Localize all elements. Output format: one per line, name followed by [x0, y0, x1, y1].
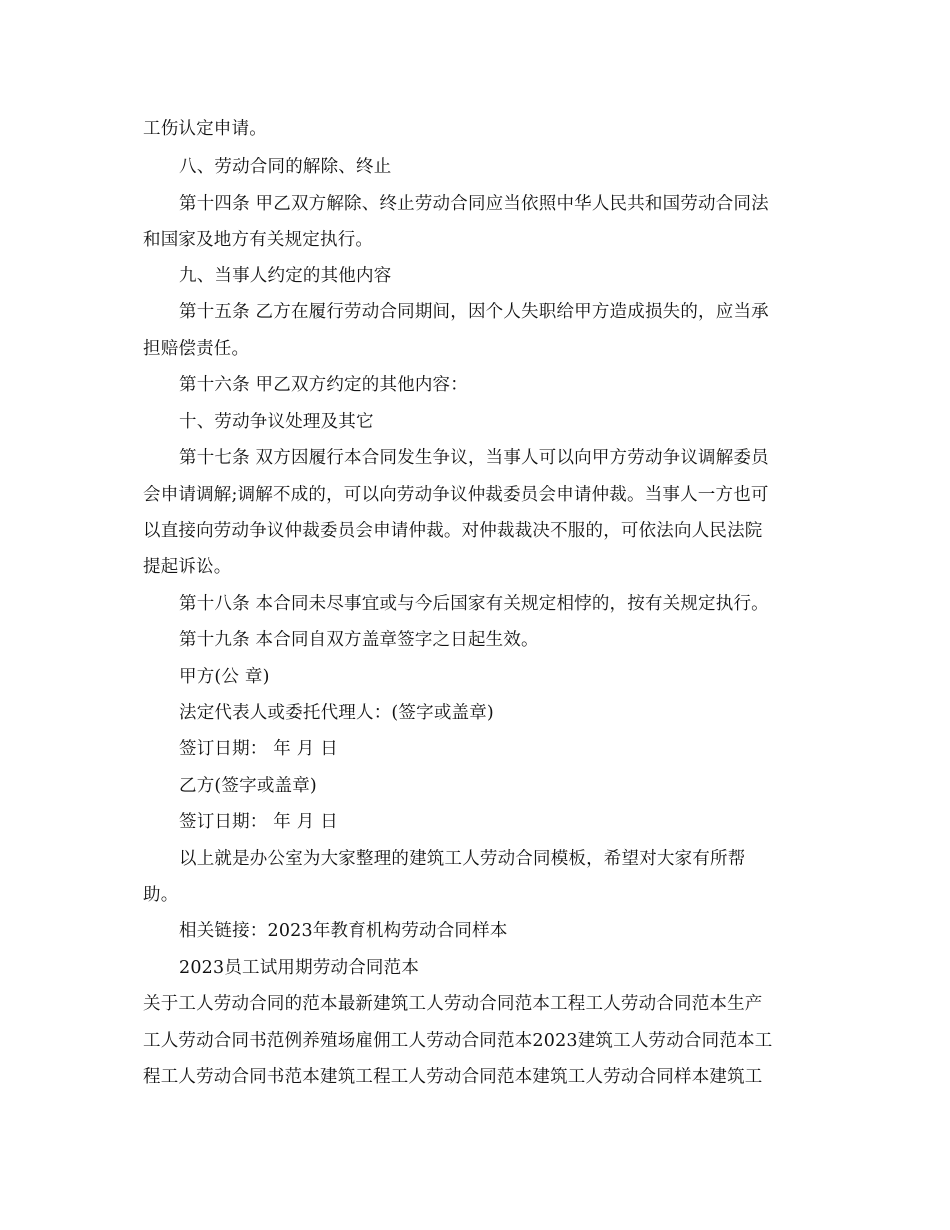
text-line: 工伤认定申请。	[143, 119, 267, 139]
text-line: 第十五条 乙方在履行劳动合同期间，因个人失职给甲方造成损失的，应当承	[179, 302, 769, 322]
text-line: 第十八条 本合同未尽事宜或与今后国家有关规定相悖的，按有关规定执行。	[179, 594, 769, 614]
section-heading: 九、当事人约定的其他内容	[179, 266, 392, 286]
related-link[interactable]: 相关链接：2023年教育机构劳动合同样本	[179, 921, 508, 941]
text-line: 以直接向劳动争议仲裁委员会申请仲裁。对仲裁裁决不服的，可依法向人民法院	[143, 521, 763, 541]
signature-label: 法定代表人或委托代理人：(签字或盖章)	[179, 703, 494, 723]
related-keywords: 程工人劳动合同书范本建筑工程工人劳动合同范本建筑工人劳动合同样本建筑工	[143, 1067, 763, 1087]
text-line: 助。	[143, 885, 179, 905]
text-line: 第十七条 双方因履行本合同发生争议，当事人可以向甲方劳动争议调解委员	[179, 448, 769, 468]
text-line: 第十四条 甲乙双方解除、终止劳动合同应当依照中华人民共和国劳动合同法	[179, 194, 769, 214]
related-link[interactable]: 2023员工试用期劳动合同范本	[179, 958, 420, 978]
text-line: 以上就是办公室为大家整理的建筑工人劳动合同模板，希望对大家有所帮	[179, 849, 746, 869]
signature-label: 甲方(公 章)	[179, 667, 270, 687]
signature-date: 签订日期： 年 月 日	[179, 812, 338, 832]
text-line: 会申请调解;调解不成的，可以向劳动争议仲裁委员会申请仲裁。当事人一方也可	[143, 485, 769, 505]
section-heading: 十、劳动争议处理及其它	[179, 412, 374, 432]
section-heading: 八、劳动合同的解除、终止	[179, 157, 392, 177]
text-line: 第十九条 本合同自双方盖章签字之日起生效。	[179, 630, 539, 650]
text-line: 第十六条 甲乙双方约定的其他内容：	[179, 375, 468, 395]
related-keywords: 工人劳动合同书范例养殖场雇佣工人劳动合同范本2023建筑工人劳动合同范本工	[143, 1031, 773, 1051]
related-keywords: 关于工人劳动合同的范本最新建筑工人劳动合同范本工程工人劳动合同范本生产	[143, 994, 763, 1014]
text-line: 担赔偿责任。	[143, 339, 250, 359]
text-line: 和国家及地方有关规定执行。	[143, 230, 374, 250]
signature-date: 签订日期： 年 月 日	[179, 739, 338, 759]
text-line: 提起诉讼。	[143, 557, 232, 577]
signature-label: 乙方(签字或盖章)	[179, 776, 317, 796]
